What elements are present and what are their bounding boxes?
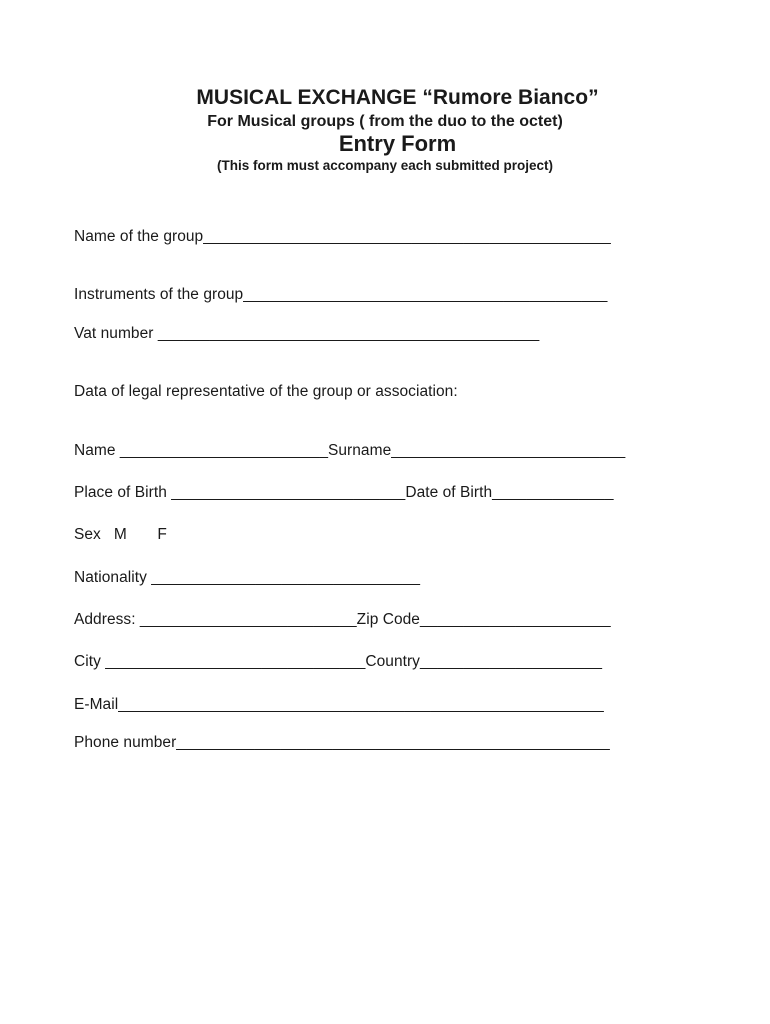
legal-representative-heading: Data of legal representative of the group or association: [74,383,458,400]
form-title: Entry Form [338,131,457,156]
phone-field[interactable]: Phone number__________________________________________________ [74,734,610,751]
sex-field[interactable]: Sex M F [74,526,167,543]
birth-field[interactable]: Place of Birth ___________________________Date of Birth______________ [74,484,614,501]
group-name-field[interactable]: Name of the group_______________________________________________ [74,228,611,245]
instruments-field[interactable]: Instruments of the group__________________________________________ [74,286,608,303]
form-note: (This form must accompany each submitted project) [216,158,554,173]
document-subtitle: For Musical groups ( from the duo to the octet) [207,113,563,130]
name-surname-field[interactable]: Name ________________________Surname___________________________ [74,442,626,459]
city-country-field[interactable]: City ______________________________Country_____________________ [74,653,603,670]
address-zip-field[interactable]: Address: _________________________Zip Code______________________ [74,611,611,628]
document-title: MUSICAL EXCHANGE “Rumore Bianco” [196,86,599,109]
email-field[interactable]: E-Mail________________________________________________________ [74,696,604,713]
nationality-field[interactable]: Nationality _______________________________ [74,569,421,586]
vat-number-field[interactable]: Vat number ____________________________________________ [74,325,540,342]
